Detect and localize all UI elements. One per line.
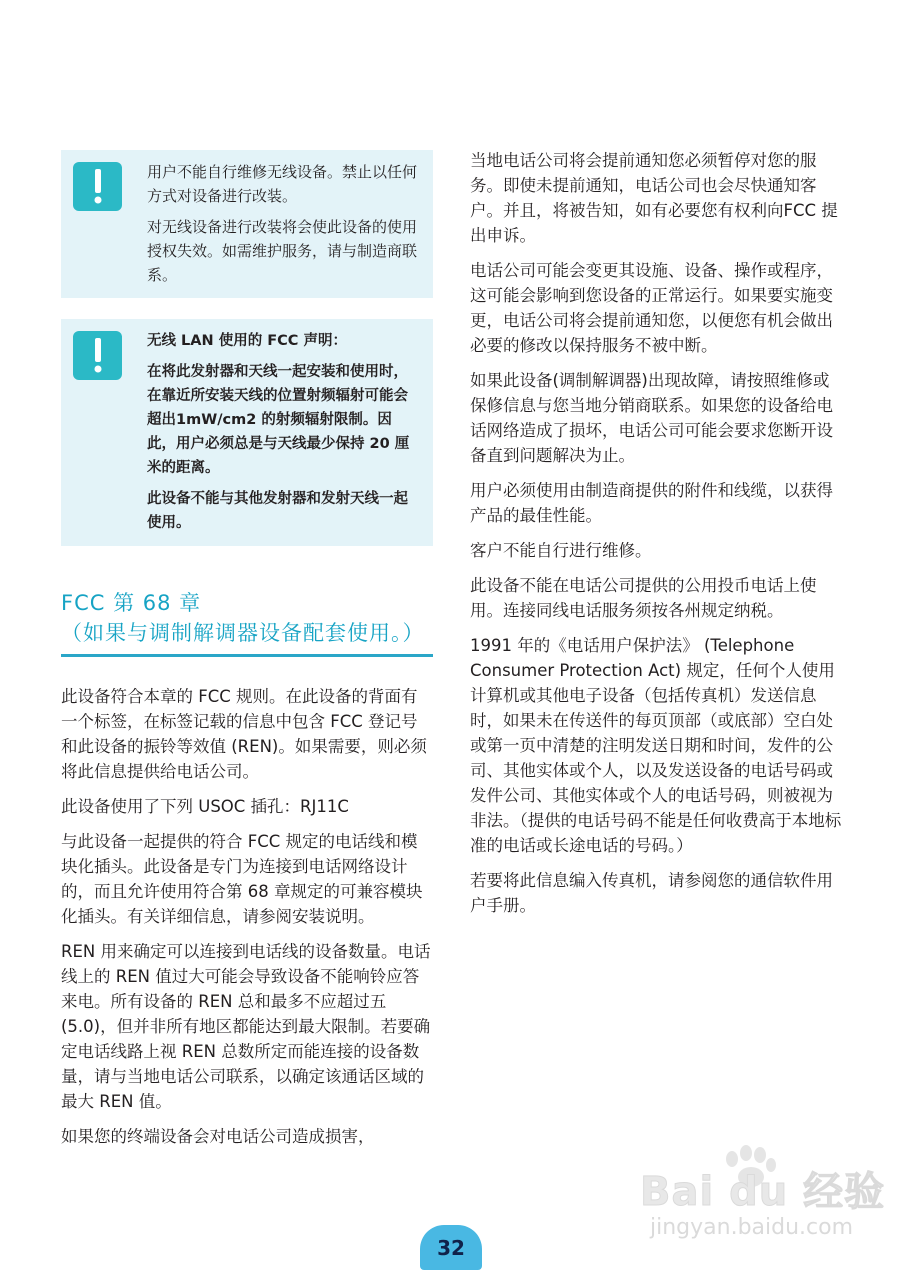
paragraph: 1991 年的《电话用户保护法》 (Telephone Consumer Protection Act) 规定，任何个人使用计算机或其他电子设备（包括传真机）发送信息时，如果未在传送件的每页顶部（或底部）空白处或第一页中清楚的注明发送日期和时间，发件的公司、其他实体或个人，以及发送设备的电话号码或发件公司、其他实体或个人的电话号码，则被视为非法。（提供的电话号码不能是任何收费高于本地标准的电话或长途电话的号码。） [470, 636, 842, 855]
baidu-jingyan-watermark [640, 1145, 886, 1250]
caution-box-wireless-repair [61, 150, 433, 298]
paragraph: 与此设备一起提供的符合 FCC 规定的电话线和模块化插头。此设备是专门为连接到电话网络设计的，而且允许使用符合第 68 章规定的可兼容模块化插头。有关详细信息，请参阅安装说明。 [61, 832, 423, 926]
exclamation-icon [73, 331, 122, 380]
paragraph: 电话公司可能会变更其设施、设备、操作或程序，这可能会影响到您设备的正常运行。如果要实施变更，电话公司将会提前通知您，以便您有机会做出必要的修改以保持服务不被中断。 [470, 261, 833, 355]
notice-paragraph: 用户不能自行维修无线设备。禁止以任何方式对设备进行改装。 [147, 163, 418, 205]
page-number: 32 [420, 1225, 482, 1270]
right-column [470, 148, 842, 928]
left-column [61, 150, 433, 1159]
notice-paragraph: 对无线设备进行改装将会使此设备的使用授权失效。如需维护服务，请与制造商联系。 [147, 218, 418, 284]
caution-box-fcc-lan [61, 319, 433, 546]
paragraph: 如果您的终端设备会对电话公司造成损害， [61, 1127, 375, 1146]
watermark-url: jingyan.baidu.com [650, 1215, 854, 1240]
paragraph: 此设备符合本章的 FCC 规则。在此设备的背面有一个标签，在标签记载的信息中包含 FCC 登记号和此设备的振铃等效值 (REN)。如果需要，则必须将此信息提供给电话公司。 [61, 687, 427, 781]
section-title-line1: FCC 第 68 章 [61, 591, 202, 615]
notice-title: 无线 LAN 使用的 FCC 声明： [147, 333, 347, 349]
section-heading [61, 588, 433, 657]
exclamation-icon [73, 162, 122, 211]
paragraph: 此设备使用了下列 USOC 插孔：RJ11C [61, 797, 349, 816]
paragraph: 当地电话公司将会提前通知您必须暂停对您的服务。即使未提前通知，电话公司也会尽快通知客户。并且，将被告知，如有必要您有权利向FCC 提出申诉。 [470, 151, 838, 245]
paragraph: REN 用来确定可以连接到电话线的设备数量。电话线上的 REN 值过大可能会导致设备不能响铃应答来电。所有设备的 REN 总和最多不应超过五 (5.0)，但并非所有地区都能达到最大限制。若要确定电话线路上视 REN 总数所定而能连接的设备数量，请与当地电话公司联系，以确定该通话区域的最大 REN 值。 [61, 942, 431, 1111]
watermark-logo: Bai du 经验 [640, 1169, 886, 1215]
paragraph: 客户不能自行进行维修。 [470, 541, 652, 560]
section-title-line2: （如果与调制解调器设备配套使用。） [61, 621, 425, 645]
notice-paragraph: 此设备不能与其他发射器和发射天线一起使用。 [147, 491, 408, 531]
paragraph: 若要将此信息编入传真机，请参阅您的通信软件用户手册。 [470, 871, 833, 915]
paragraph: 如果此设备(调制解调器)出现故障，请按照维修或保修信息与您当地分销商联系。如果您的设备给电话网络造成了损坏，电话公司可能会要求您断开设备直到问题解决为止。 [470, 371, 833, 465]
paragraph: 此设备不能在电话公司提供的公用投币电话上使用。连接同线电话服务须按各州规定纳税。 [470, 576, 817, 620]
paragraph: 用户必须使用由制造商提供的附件和线缆，以获得产品的最佳性能。 [470, 481, 833, 525]
left-body-text [61, 684, 433, 1149]
notice-paragraph: 在将此发射器和天线一起安装和使用时，在靠近所安装天线的位置射频辐射可能会超出1mW/cm2 的射频辐射限制。因此，用户必须总是与天线最少保持 20 厘米的距离。 [147, 364, 410, 476]
